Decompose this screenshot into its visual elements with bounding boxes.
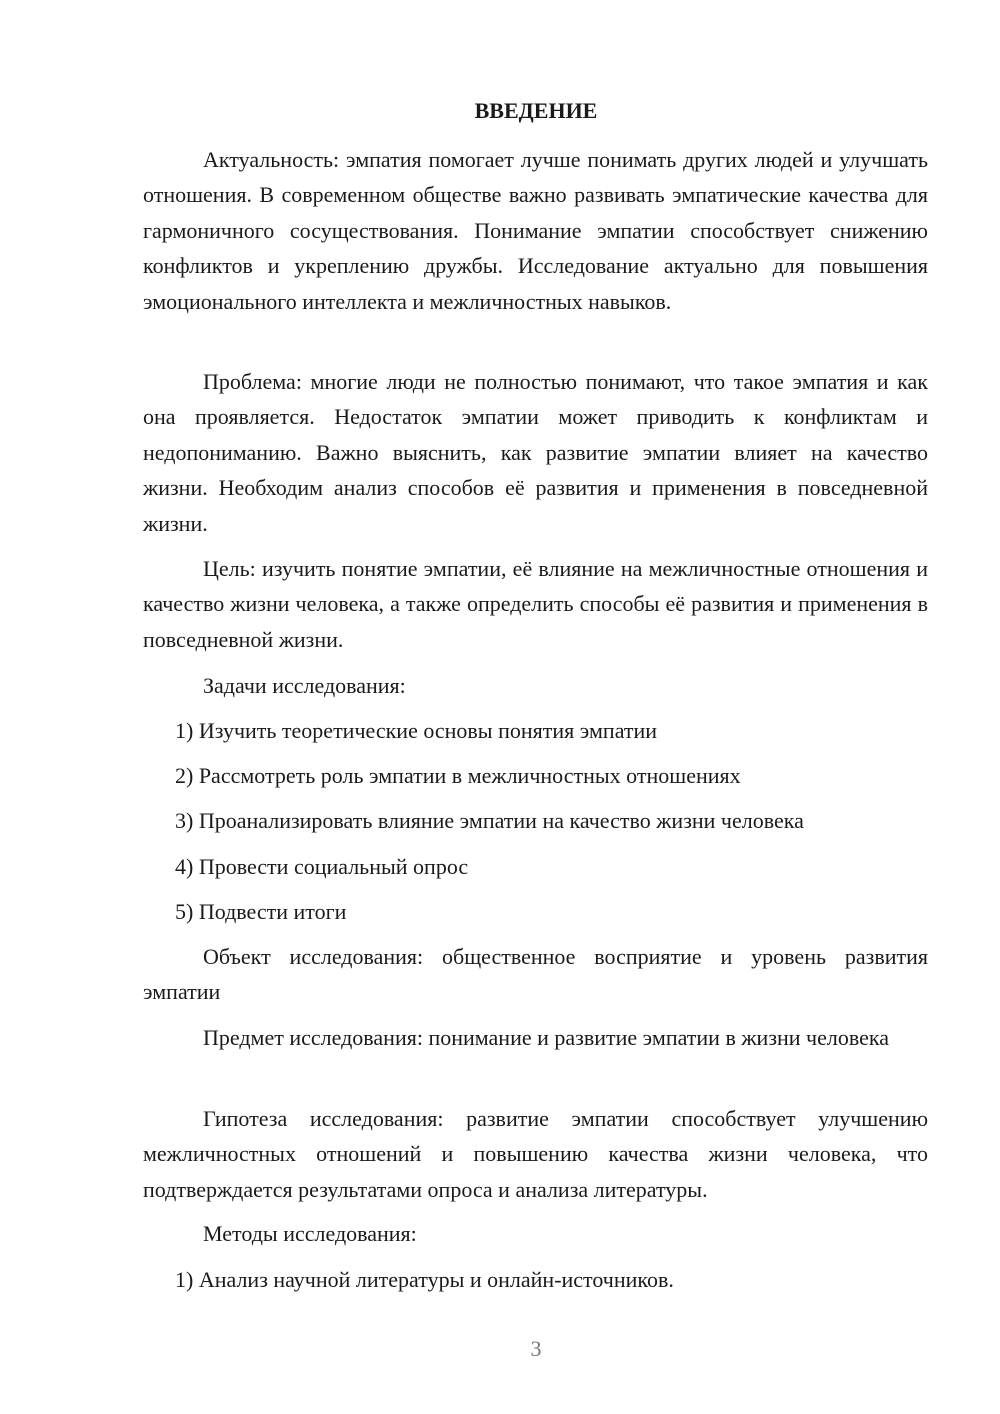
subject-paragraph: Предмет исследования: понимание и развитие эмпатии в жизни человека xyxy=(203,1025,890,1050)
methods-title: Методы исследования: xyxy=(203,1221,417,1246)
goal-paragraph: Цель: изучить понятие эмпатии, её влияние на межличностные отношения и качество жизни человека, а также определить способы её развития и применения в повседневной жизни. xyxy=(143,556,928,652)
page-number: 3 xyxy=(530,1336,542,1361)
section-heading: ВВЕДЕНИЕ xyxy=(474,98,598,123)
hypothesis-paragraph: Гипотеза исследования: развитие эмпатии способствует улучшению межличностных отношений и повышению качества жизни человека, что подтверждается результатами опроса и анализа литературы. xyxy=(143,1106,928,1202)
method-list-item: 1) Анализ научной литературы и онлайн-источников. xyxy=(175,1267,674,1292)
task-list-item: 2) Рассмотреть роль эмпатии в межличностных отношениях xyxy=(175,763,741,788)
relevance-paragraph: Актуальность: эмпатия помогает лучше понимать других людей и улучшать отношения. В современном обществе важно развивать эмпатические качества для гармоничного сосуществования. Понимание эмпатии способствует снижению конфликтов и укреплению дружбы. Исследование актуально для повышения эмоционального интеллекта и межличностных навыков. xyxy=(143,147,928,314)
object-paragraph: Объект исследования: общественное восприятие и уровень развития эмпатии xyxy=(143,944,928,1005)
problem-paragraph: Проблема: многие люди не полностью понимают, что такое эмпатия и как она проявляется. Недостаток эмпатии может приводить к конфликтам и недопониманию. Важно выяснить, как развитие эмпатии влияет на качество жизни. Необходим анализ способов её развития и применения в повседневной жизни. xyxy=(143,369,928,536)
task-list-item: 5) Подвести итоги xyxy=(175,899,347,924)
task-list-item: 4) Провести социальный опрос xyxy=(175,854,469,879)
task-list-item: 3) Проанализировать влияние эмпатии на качество жизни человека xyxy=(175,808,804,833)
task-list-item: 1) Изучить теоретические основы понятия эмпатии xyxy=(175,718,658,743)
tasks-title: Задачи исследования: xyxy=(203,673,406,698)
